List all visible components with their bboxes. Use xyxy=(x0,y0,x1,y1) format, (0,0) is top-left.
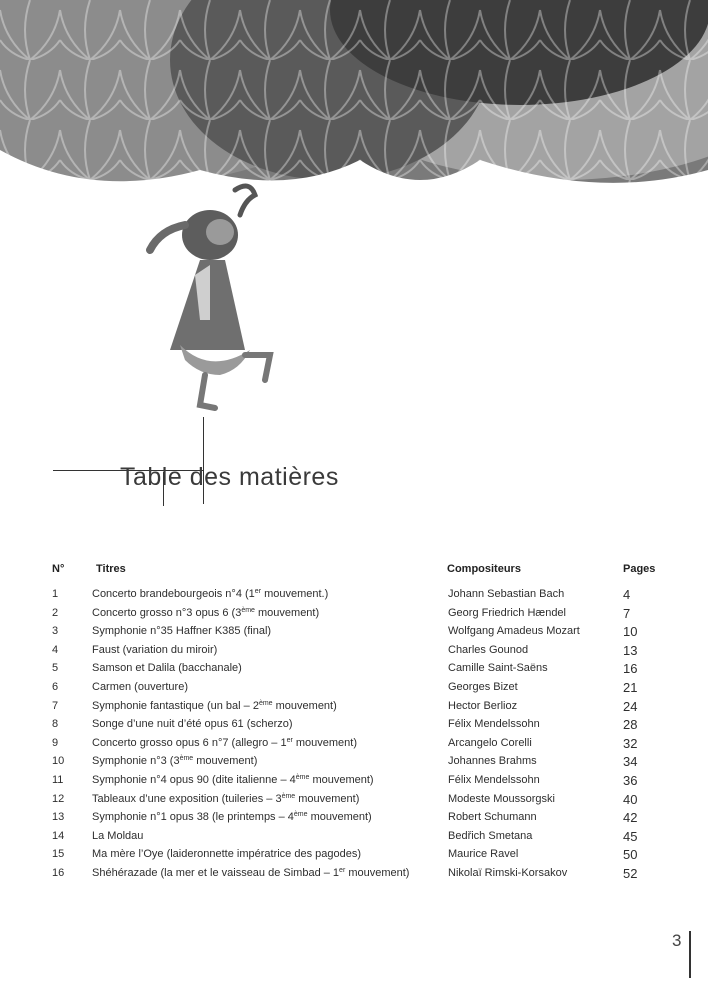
entry-composer: Charles Gounod xyxy=(448,643,529,656)
entry-title-superscript: er xyxy=(286,736,293,744)
entry-title xyxy=(92,681,188,693)
entry-title-text: Ma mère l’Oye (laideronnette impératrice des pagodes) xyxy=(92,848,362,861)
entry-title xyxy=(92,755,257,767)
entry-title-rest: mouvement.) xyxy=(261,588,329,600)
entry-number: 1 xyxy=(52,588,59,600)
page-title: Table des matières xyxy=(120,463,339,491)
entry-title-text: Symphonie n°35 Haffner K385 (final) xyxy=(92,625,272,638)
entry-number: 9 xyxy=(52,736,59,749)
entry-composer: Maurice Ravel xyxy=(448,848,519,861)
entry-title xyxy=(92,700,337,712)
entry-title-text: Symphonie n°1 opus 38 (le printemps – 4 xyxy=(92,811,294,824)
entry-title-text: Shéhérazade (la mer et le vaisseau de Simbad – 1 xyxy=(92,867,340,879)
entry-page: 34 xyxy=(623,754,638,770)
entry-page: 28 xyxy=(623,717,638,733)
entry-composer: Hector Berlioz xyxy=(448,699,518,712)
entry-composer: Johannes Brahms xyxy=(448,755,537,768)
entry-number: 8 xyxy=(52,718,59,731)
entry-number: 11 xyxy=(52,774,64,786)
entry-number: 3 xyxy=(52,625,59,638)
entry-title xyxy=(92,737,357,749)
entry-title xyxy=(92,625,271,637)
entry-title-rest: mouvement) xyxy=(272,699,337,712)
entry-composer: Wolfgang Amadeus Mozart xyxy=(448,625,580,638)
entry-title-text: Symphonie n°4 opus 90 (dite italienne – 4 xyxy=(92,774,296,786)
entry-title-text: Songe d’une nuit d’été opus 61 (scherzo) xyxy=(92,718,293,731)
column-header-title: Titres xyxy=(96,563,126,575)
entry-page: 52 xyxy=(623,866,638,881)
entry-composer: Félix Mendelssohn xyxy=(448,718,540,731)
entry-page: 36 xyxy=(623,773,638,788)
entry-title-superscript: ème xyxy=(293,811,308,819)
entry-title-text: Symphonie n°3 (3 xyxy=(92,755,180,768)
entry-number: 13 xyxy=(52,811,65,824)
entry-title xyxy=(92,588,328,600)
column-header-number: N° xyxy=(52,563,65,575)
page-number: 3 xyxy=(672,931,682,950)
entry-title-text: Faust (variation du miroir) xyxy=(92,643,218,656)
entry-composer: Johann Sebastian Bach xyxy=(448,588,565,600)
entry-title xyxy=(92,644,217,656)
entry-number: 12 xyxy=(52,792,65,805)
column-header-composer: Compositeurs xyxy=(447,563,521,575)
entry-page: 45 xyxy=(623,828,638,844)
entry-page: 10 xyxy=(623,624,638,640)
entry-number: 15 xyxy=(52,848,65,861)
entry-number: 14 xyxy=(52,829,65,842)
entry-page: 40 xyxy=(623,791,638,807)
entry-title-text: Samson et Dalila (bacchanale) xyxy=(92,662,242,675)
entry-title-rest: mouvement) xyxy=(309,774,374,786)
entry-title xyxy=(92,774,374,786)
entry-title-rest: mouvement) xyxy=(254,606,320,619)
page-number-rule xyxy=(689,931,691,978)
entry-title-rest: mouvement) xyxy=(295,792,360,805)
entry-title-superscript: er xyxy=(254,588,262,595)
entry-title xyxy=(92,718,293,730)
entry-title-text: Concerto brandebourgeois n°4 (1 xyxy=(92,588,255,600)
entry-page: 50 xyxy=(623,847,638,863)
entry-composer: Camille Saint-Saëns xyxy=(448,662,548,675)
entry-page: 7 xyxy=(623,605,631,621)
entry-title xyxy=(92,662,242,674)
entry-page: 16 xyxy=(623,661,638,677)
entry-number: 2 xyxy=(52,606,59,619)
entry-title-text: Tableaux d’une exposition (tuileries – 3 xyxy=(92,792,282,805)
entry-composer: Georges Bizet xyxy=(448,681,518,693)
entry-composer: Robert Schumann xyxy=(448,811,537,824)
entry-title xyxy=(92,793,359,805)
entry-number: 6 xyxy=(52,681,59,693)
dancer-illustration xyxy=(130,180,290,415)
entry-number: 10 xyxy=(52,755,65,768)
entry-page: 32 xyxy=(623,735,638,751)
entry-title xyxy=(92,848,361,860)
entry-composer: Georg Friedrich Hændel xyxy=(448,606,566,619)
entry-page: 42 xyxy=(623,810,638,826)
entry-composer: Félix Mendelssohn xyxy=(448,774,540,786)
entry-title-text: Concerto grosso opus 6 n°7 (allegro – 1 xyxy=(92,736,287,749)
entry-title xyxy=(92,607,319,619)
entry-title-superscript: ème xyxy=(258,699,273,707)
column-header-page: Pages xyxy=(623,563,656,575)
entry-title-rest: mouvement) xyxy=(307,811,372,824)
entry-composer: Bedřich Smetana xyxy=(448,829,533,842)
entry-title-rest: mouvement) xyxy=(292,736,358,749)
entry-page: 4 xyxy=(623,587,631,602)
entry-title-text: Carmen (ouverture) xyxy=(92,681,188,693)
entry-title xyxy=(92,811,372,823)
entry-title xyxy=(92,830,143,842)
entry-page: 24 xyxy=(623,698,638,714)
entry-title-rest: mouvement) xyxy=(193,755,258,768)
entry-page: 21 xyxy=(623,680,638,695)
entry-title-superscript: ème xyxy=(281,792,296,800)
entry-title-text: La Moldau xyxy=(92,829,144,842)
entry-title-text: Symphonie fantastique (un bal – 2 xyxy=(92,699,259,712)
entry-title-superscript: ème xyxy=(241,606,255,614)
entry-number: 16 xyxy=(52,867,65,879)
entry-number: 7 xyxy=(52,699,59,712)
entry-title-superscript: er xyxy=(339,867,346,874)
entry-composer: Arcangelo Corelli xyxy=(448,736,532,749)
entry-title-superscript: ème xyxy=(295,774,310,781)
entry-title-rest: mouvement) xyxy=(345,867,410,879)
entry-composer: Modeste Moussorgski xyxy=(448,792,555,805)
entry-composer: Nikolaï Rimski-Korsakov xyxy=(448,867,568,879)
entry-number: 4 xyxy=(52,643,59,656)
entry-page: 13 xyxy=(623,642,638,658)
decorative-banner xyxy=(0,0,708,200)
entry-title-text: Concerto grosso n°3 opus 6 (3 xyxy=(92,606,242,619)
entry-number: 5 xyxy=(52,662,59,675)
entry-title xyxy=(92,867,409,879)
entry-title-superscript: ème xyxy=(179,755,194,763)
